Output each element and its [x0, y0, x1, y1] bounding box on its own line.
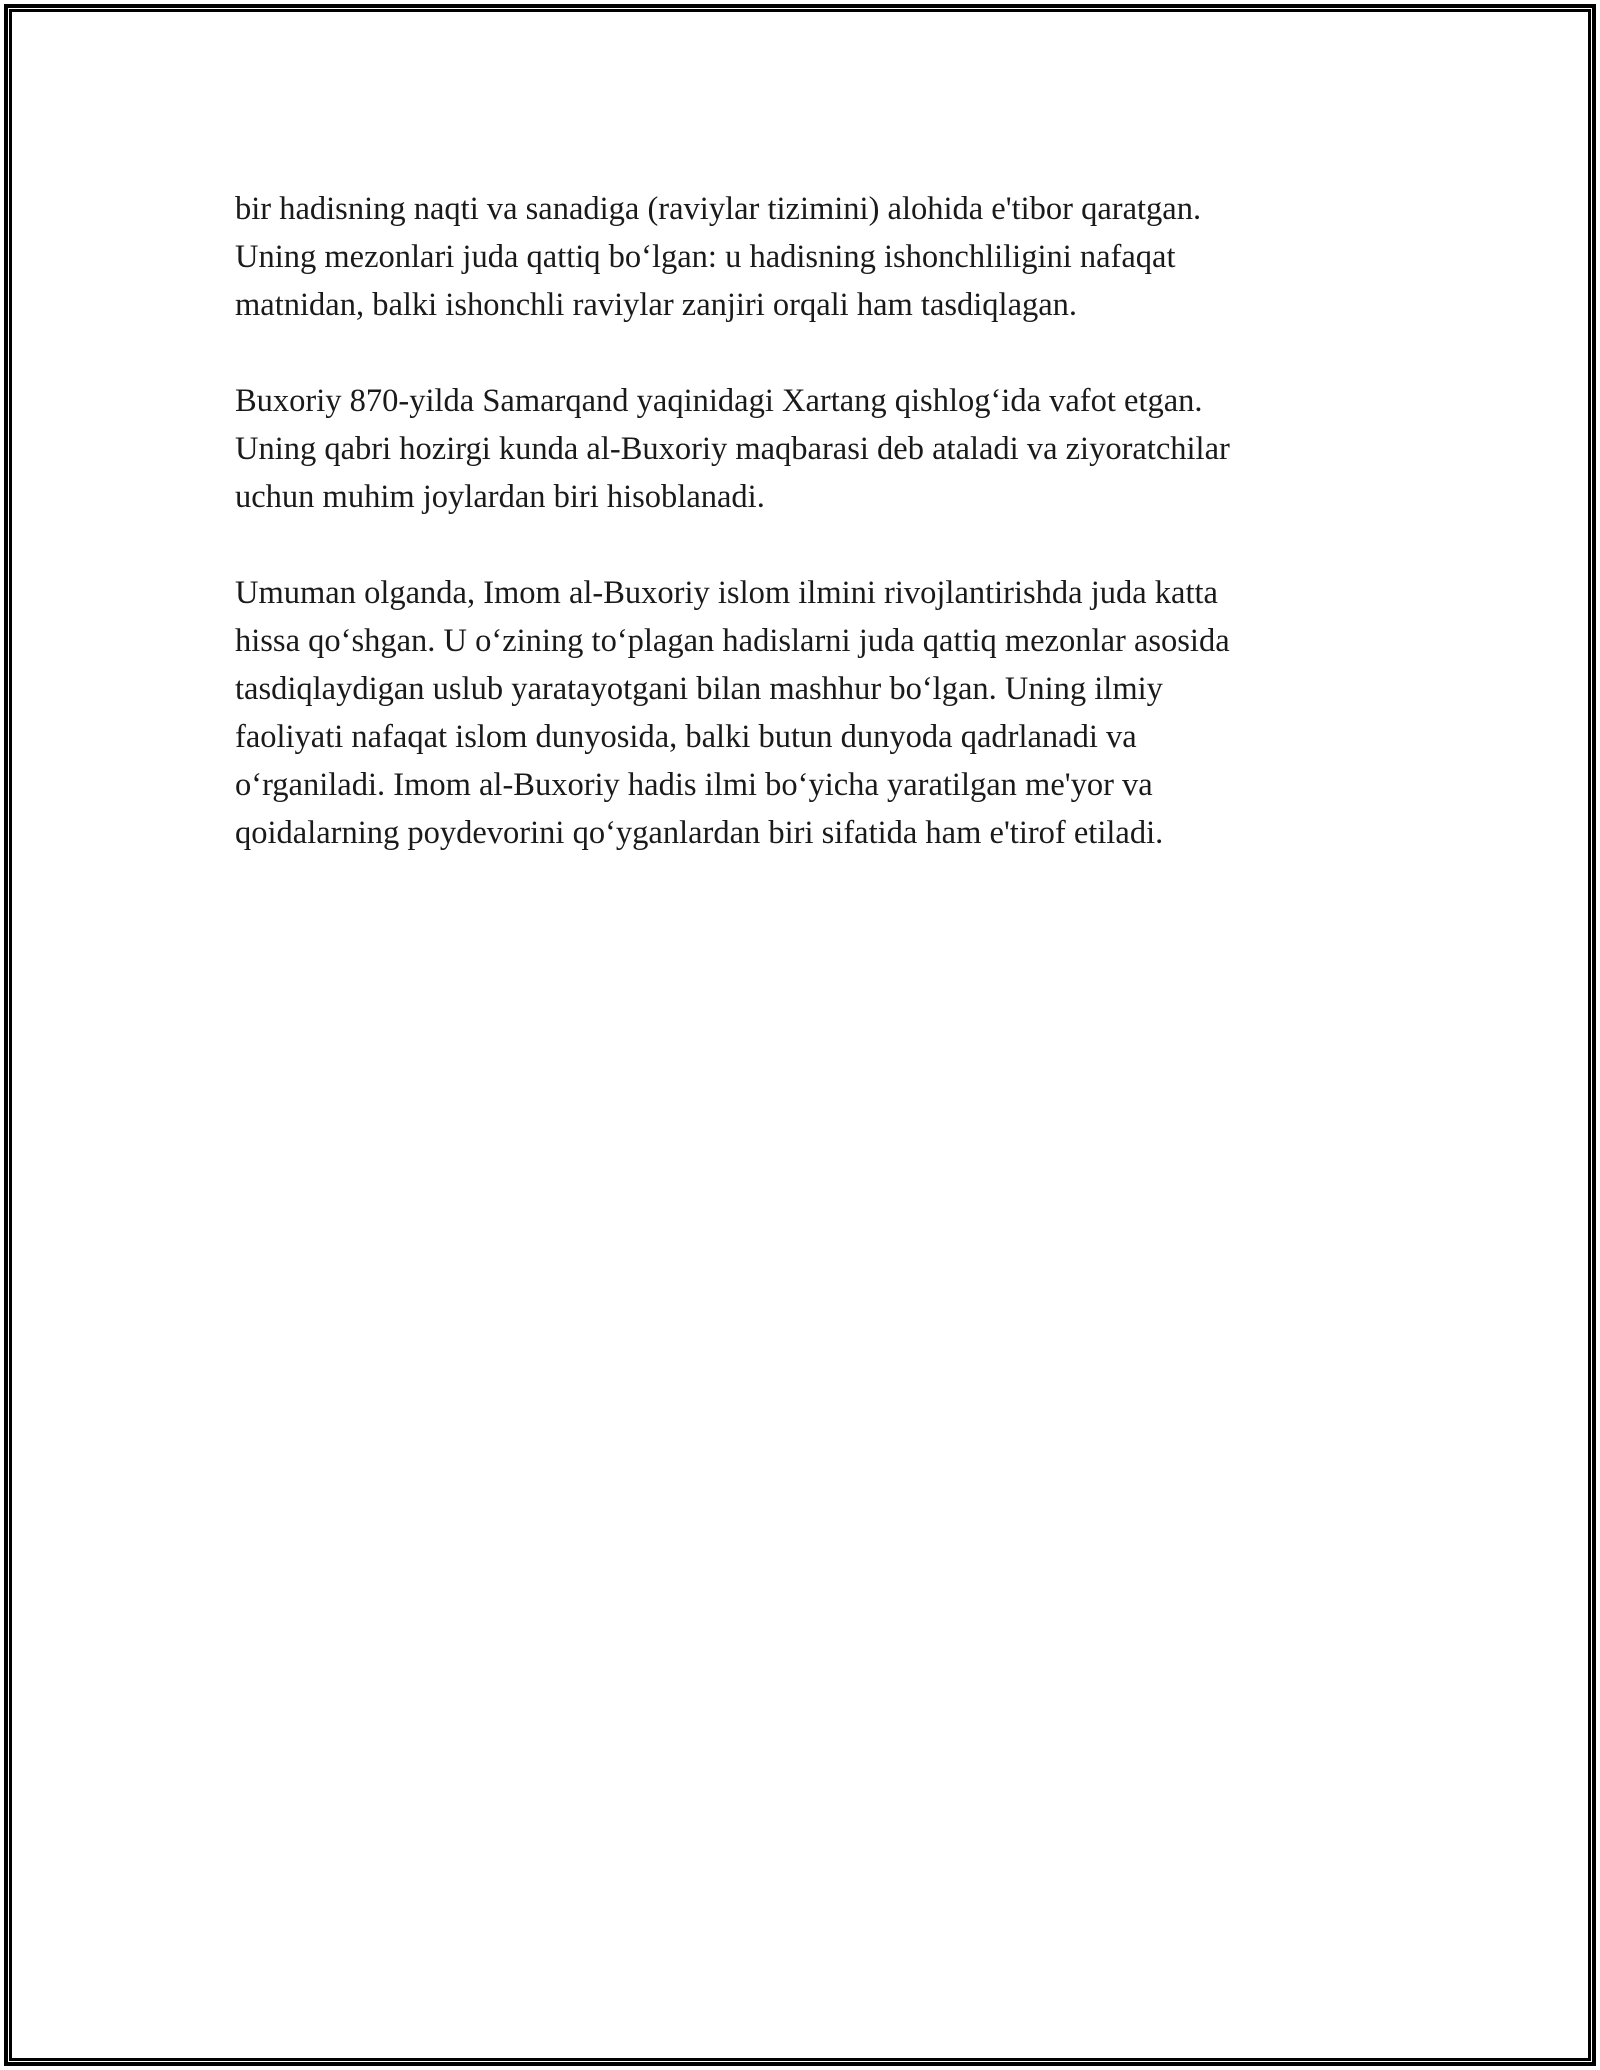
text-line: Uning mezonlari juda qattiq bo‘lgan: u hadisning ishonchliligini nafaqat [235, 239, 1176, 275]
paragraph-2 [235, 377, 1415, 521]
text-line: faoliyati nafaqat islom dunyosida, balki butun dunyoda qadrlanadi va [235, 719, 1137, 755]
text-line: matnidan, balki ishonchli raviylar zanjiri orqali ham tasdiqlagan. [235, 287, 1078, 323]
text-line: o‘rganiladi. Imom al-Buxoriy hadis ilmi bo‘yicha yaratilgan me'yor va [235, 767, 1153, 803]
text-line: hissa qo‘shgan. U o‘zining to‘plagan hadislarni juda qattiq mezonlar asosida [235, 623, 1230, 659]
document-body [235, 185, 1415, 905]
text-line: Umuman olganda, Imom al-Buxoriy islom ilmini rivojlantirishda juda katta [235, 575, 1218, 611]
text-line: bir hadisning naqti va sanadiga (raviylar tizimini) alohida e'tibor qaratgan. [235, 191, 1202, 227]
text-line: tasdiqlaydigan uslub yaratayotgani bilan mashhur bo‘lgan. Uning ilmiy [235, 671, 1163, 707]
text-line: qoidalarning poydevorini qo‘yganlardan biri sifatida ham e'tirof etiladi. [235, 815, 1164, 851]
text-line: Uning qabri hozirgi kunda al-Buxoriy maqbarasi deb ataladi va ziyoratchilar [235, 431, 1230, 467]
paragraph-3 [235, 569, 1415, 857]
paragraph-1 [235, 185, 1415, 329]
text-line: Buxoriy 870-yilda Samarqand yaqinidagi Xartang qishlog‘ida vafot etgan. [235, 383, 1203, 419]
text-line: uchun muhim joylardan biri hisoblanadi. [235, 479, 765, 515]
